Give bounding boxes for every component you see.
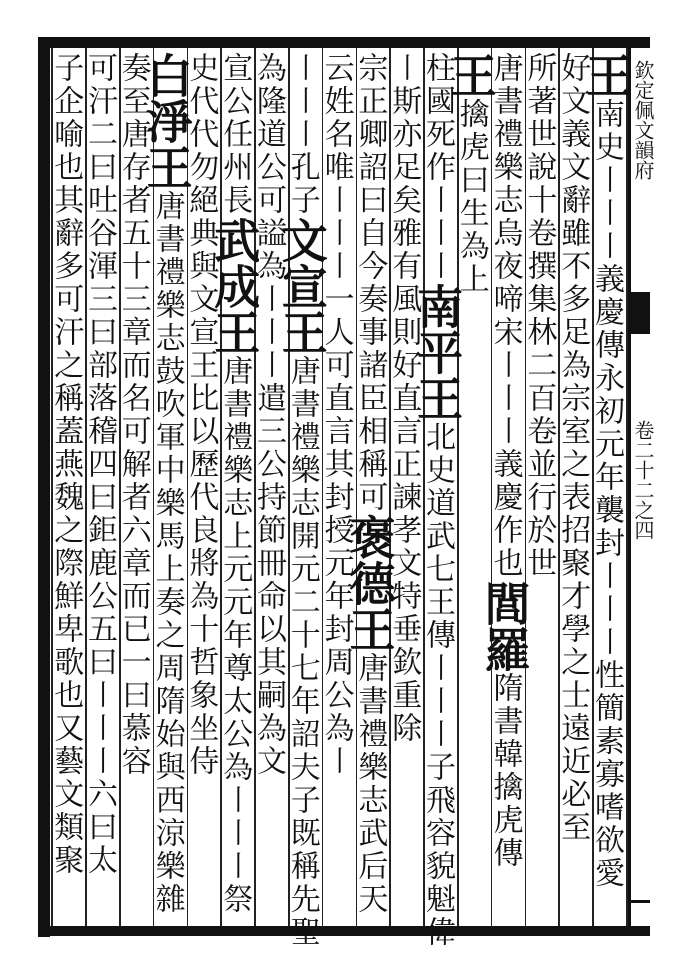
text-column (443, 52, 498, 924)
entry-heading: 王 (139, 144, 194, 190)
entry-text: 雅有風則好直言正諫孝文特垂欽重除 (386, 217, 422, 745)
entry-heading: 王 (207, 309, 262, 355)
text-column (386, 52, 423, 924)
fold-chapter-label: 卷二十二之四 (631, 420, 655, 540)
entry-heading: 褒德 (342, 514, 397, 606)
entry-text: 典與文宣王比以歷代良將為十哲象坐侍 (183, 217, 219, 778)
text-column (521, 52, 559, 924)
entry-heading: 文宣王 (274, 217, 329, 355)
text-column (342, 52, 397, 924)
fold-fishtail-mark (628, 292, 650, 332)
text-column (555, 52, 592, 924)
fold-bottom-rule (628, 900, 650, 903)
text-column (477, 52, 532, 924)
entry-text: 可謚為〡〡〡遣三公持節冊命以其嗣為文 (250, 184, 286, 778)
entry-text: 授元年封周公為〡 (318, 514, 354, 778)
entry-text: 所著世說十卷撰集林二百卷並行於世 (521, 52, 557, 580)
entry-heading: 南平王 (409, 283, 464, 421)
text-column (115, 52, 153, 924)
entry-text: 〡〡〡孔子 (284, 52, 320, 217)
entry-text: 奏至唐存者五十三章而名可解者六章而已一曰慕容 (115, 52, 151, 778)
entry-text: 唐書禮樂志烏夜啼宋〡〡〡義慶作也 (487, 52, 523, 580)
text-column (48, 52, 85, 924)
text-column (274, 52, 329, 949)
text-column (81, 52, 119, 924)
text-column (207, 52, 262, 924)
entry-text: 子企喻也其辭多可汗之稱蓋燕魏之際鮮卑歌也又藝文類聚 (48, 52, 84, 877)
fold-rule (628, 332, 650, 334)
entry-text: 史代代勿絕 (183, 52, 219, 217)
entry-text: 唐書禮樂志開元二十七年詔夫子既稱先聖 (284, 355, 320, 949)
entry-text: 為隆道公 (250, 52, 286, 184)
entry-heading: 白淨 (139, 52, 194, 144)
entry-text: 唐書禮樂志鼓吹軍中樂馬上奏之周隋始與西涼樂雜 (149, 190, 185, 916)
entry-text: 〡斯亦足矣 (386, 52, 422, 217)
entry-text: 隋書韓擒虎傳 (487, 672, 523, 870)
entry-text: 宗正卿詔曰自今奏事諸臣相稱可 (352, 52, 388, 514)
frame-bottom-border (38, 926, 650, 936)
entry-text: 好文義文辭雖不多足為宗室之表招聚才學之士遠近必至 (555, 52, 591, 844)
text-column (250, 52, 288, 924)
entry-text: 宣公任州長 (217, 52, 253, 217)
text-column (409, 52, 464, 949)
text-column (318, 52, 356, 924)
entry-text: 柱國死作〡〡〡 (419, 52, 455, 283)
column-rule (626, 48, 628, 926)
entry-text: 南史〡〡〡義慶傳永初元年襲封〡〡〡性簡素寡嗜欲愛 (588, 98, 624, 890)
entry-heading: 王 (443, 52, 498, 98)
entry-heading: 王 (578, 52, 633, 98)
fold-book-title: 欽定佩文韻府 (631, 60, 655, 180)
entry-text: 云姓名唯〡〡〡一人可直言其封 (318, 52, 354, 514)
entry-heading: 王 (342, 606, 397, 652)
entry-text: 北史道武七王傳〡〡〡子飛容貌魁偉 (419, 421, 455, 949)
entry-heading: 閭羅 (477, 580, 532, 672)
entry-text: 唐書禮樂志上元元年尊太公為〡〡〡祭 (217, 355, 253, 916)
text-column (139, 52, 194, 924)
frame-top-border (38, 37, 650, 48)
entry-text: 唐書禮樂志武后天 (352, 652, 388, 916)
entry-text: 可汗二曰吐谷渾三曰部落稽四曰鉅鹿公五曰〡〡〡六曰太 (81, 52, 117, 877)
entry-heading: 武成 (207, 217, 262, 309)
entry-text: 擒虎曰生為上 (453, 98, 489, 296)
text-column (578, 52, 633, 924)
